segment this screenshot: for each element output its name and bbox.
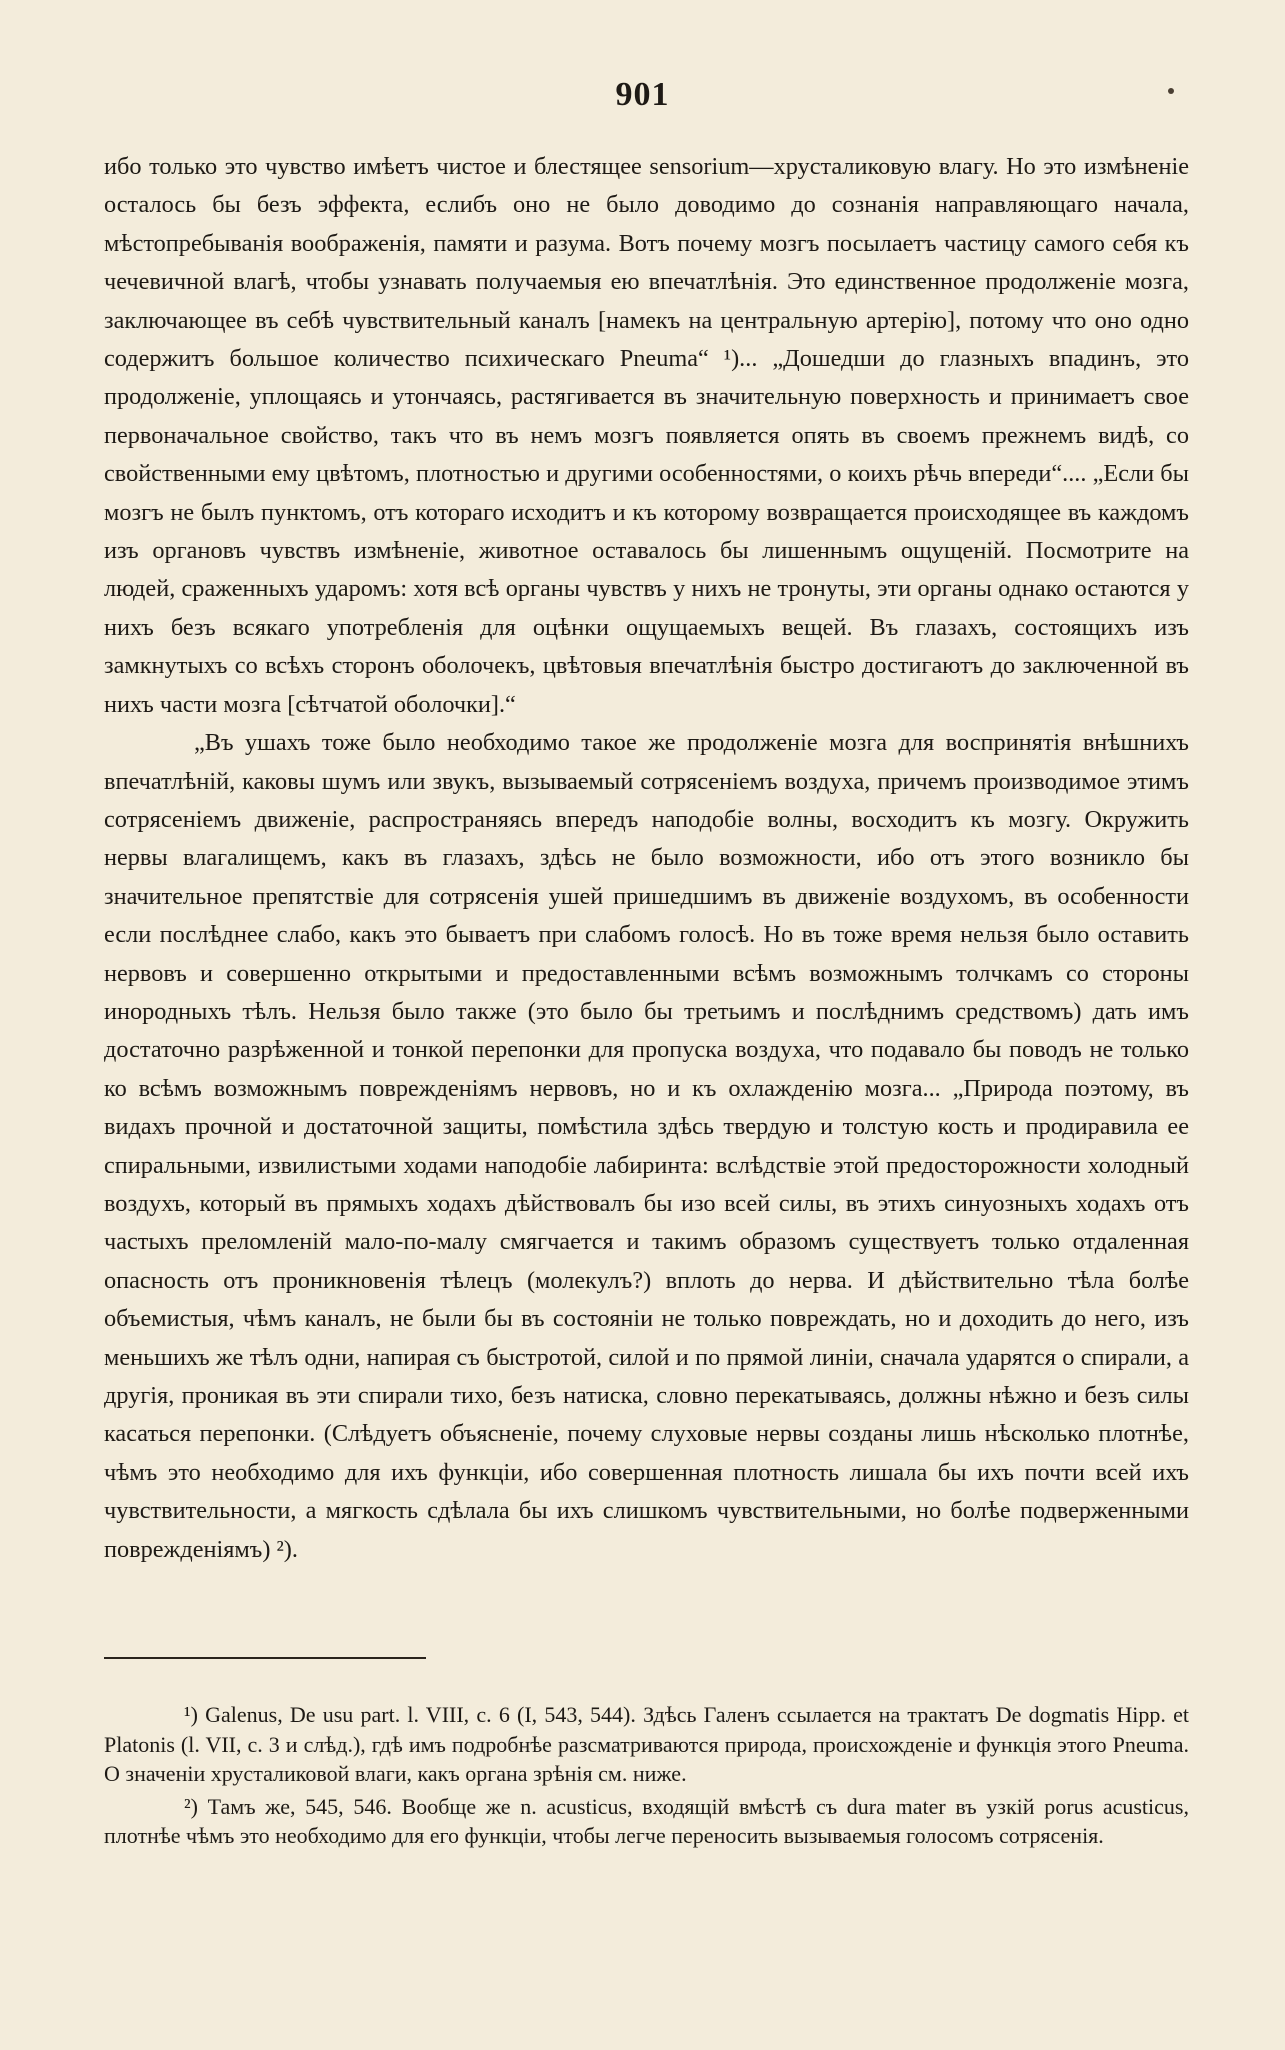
footnotes — [104, 1700, 1189, 1854]
footnote-1: ¹) Galenus, De usu part. l. VIII, c. 6 (I, 543, 544). Здѣсь Галенъ ссылается на трактатъ De dogmatis Hipp. et Platonis (l. VII, c. 3 и слѣд.), гдѣ имъ подробнѣе разсматриваются природа, происхожденіе и функція этого Pneuma. О значеніи хрусталиковой влаги, какъ органа зрѣнія см. ниже. — [104, 1702, 1189, 1787]
main-text — [104, 148, 1189, 1569]
paragraph-2: „Въ ушахъ тоже было необходимо такое же продолженіе мозга для воспринятія внѣшнихъ впечатлѣній, каковы шумъ или звукъ, вызываемый сотрясеніемъ воздуха, причемъ производимое этимъ сотрясеніемъ движеніе, распространяясь впередъ наподобіе волны, восходитъ къ мозгу. Окружить нервы влагалищемъ, какъ въ глазахъ, здѣсь не было возможности, ибо отъ этого возникло бы значительное препятствіе для сотрясенія ушей пришедшимъ въ движеніе воздухомъ, въ особенности если послѣднее слабо, какъ это бываетъ при слабомъ голосѣ. Но въ тоже время нельзя было оставить нервовъ и совершенно открытыми и предоставленными всѣмъ возможнымъ толчкамъ со стороны инородныхъ тѣлъ. Нельзя было также (это было бы третьимъ и послѣднимъ средствомъ) дать имъ достаточно разрѣженной и тонкой перепонки для пропуска воздуха, что подавало бы поводъ не только ко всѣмъ возможнымъ поврежденіямъ нервовъ, но и къ охлажденію мозга... „Природа поэтому, въ видахъ прочной и достаточной защиты, помѣстила здѣсь твердую и толстую кость и продиравила ее спиральными, извилистыми ходами наподобіе лабиринта: вслѣдствіе этой предосторожности холодный воздухъ, который въ прямыхъ ходахъ дѣйствовалъ бы изо всей силы, въ этихъ синуозныхъ ходахъ отъ частыхъ преломленій мало-по-малу смягчается и такимъ образомъ существуетъ только отдаленная опасность отъ проникновенія тѣлецъ (молекулъ?) вплоть до нерва. И дѣйствительно тѣла болѣе объемистыя, чѣмъ каналъ, не были бы въ состояніи не только повреждать, но и доходить до него, изъ меньшихъ же тѣлъ одни, напирая съ быстротой, силой и по прямой линіи, сначала ударятся о спирали, а другія, проникая въ эти спирали тихо, безъ натиска, словно перекатываясь, должны нѣжно и безъ силы касаться перепонки. (Слѣдуетъ объясненіе, почему слуховые нервы созданы лишь нѣсколько плотнѣе, чѣмъ это необходимо для ихъ функціи, ибо совершенная плотность лишала бы ихъ почти всей ихъ чувствительности, а мягкость сдѣлала бы ихъ слишкомъ чувствительными, но болѣе подверженными поврежденіямъ) ²). — [104, 729, 1189, 1563]
footnote-2: ²) Тамъ же, 545, 546. Вообще же n. acusticus, входящій вмѣстѣ съ dura mater въ узкій porus acusticus, плотнѣе чѣмъ это необходимо для его функціи, чтобы легче переносить вызываемыя голосомъ сотрясенія. — [104, 1793, 1189, 1849]
page-number: 901 — [615, 76, 670, 113]
print-speck — [1168, 88, 1174, 94]
paragraph-1: ибо только это чувство имѣетъ чистое и блестящее sensorium—хрусталиковую влагу. Но это измѣненіе осталось бы безъ эффекта, еслибъ оно не было доводимо до сознанія направляющаго начала, мѣстопребыванія воображенія, памяти и разума. Вотъ почему мозгъ посылаетъ частицу самого себя къ чечевичной влагѣ, чтобы узнавать получаемыя ею впечатлѣнія. Это единственное продолженіе мозга, заключающее въ себѣ чувствительный каналъ [намекъ на центральную артерію], потому что оно одно содержитъ большое количество психическаго Pneuma“ ¹)... „Дошедши до глазныхъ впадинъ, это продолженіе, уплощаясь и утончаясь, растягивается въ значительную поверхность и принимаетъ свое первоначальное свойство, такъ что въ немъ мозгъ появляется опять въ своемъ прежнемъ видѣ, со свойственными ему цвѣтомъ, плотностью и другими особенностями, о коихъ рѣчь впереди“.... „Если бы мозгъ не былъ пунктомъ, отъ котораго исходитъ и къ которому возвращается происходящее въ каждомъ изъ органовъ чувствъ измѣненіе, животное оставалось бы лишеннымъ ощущеній. Посмотрите на людей, сраженныхъ ударомъ: хотя всѣ органы чувствъ у нихъ не тронуты, эти органы однако остаются у нихъ безъ всякаго употребленія для оцѣнки ощущаемыхъ вещей. Въ глазахъ, состоящихъ изъ замкнутыхъ со всѣхъ сторонъ оболочекъ, цвѣтовыя впечатлѣнія быстро достигаютъ до заключенной въ нихъ части мозга [сѣтчатой оболочки].“ — [104, 153, 1189, 718]
footnote-separator — [104, 1657, 426, 1659]
